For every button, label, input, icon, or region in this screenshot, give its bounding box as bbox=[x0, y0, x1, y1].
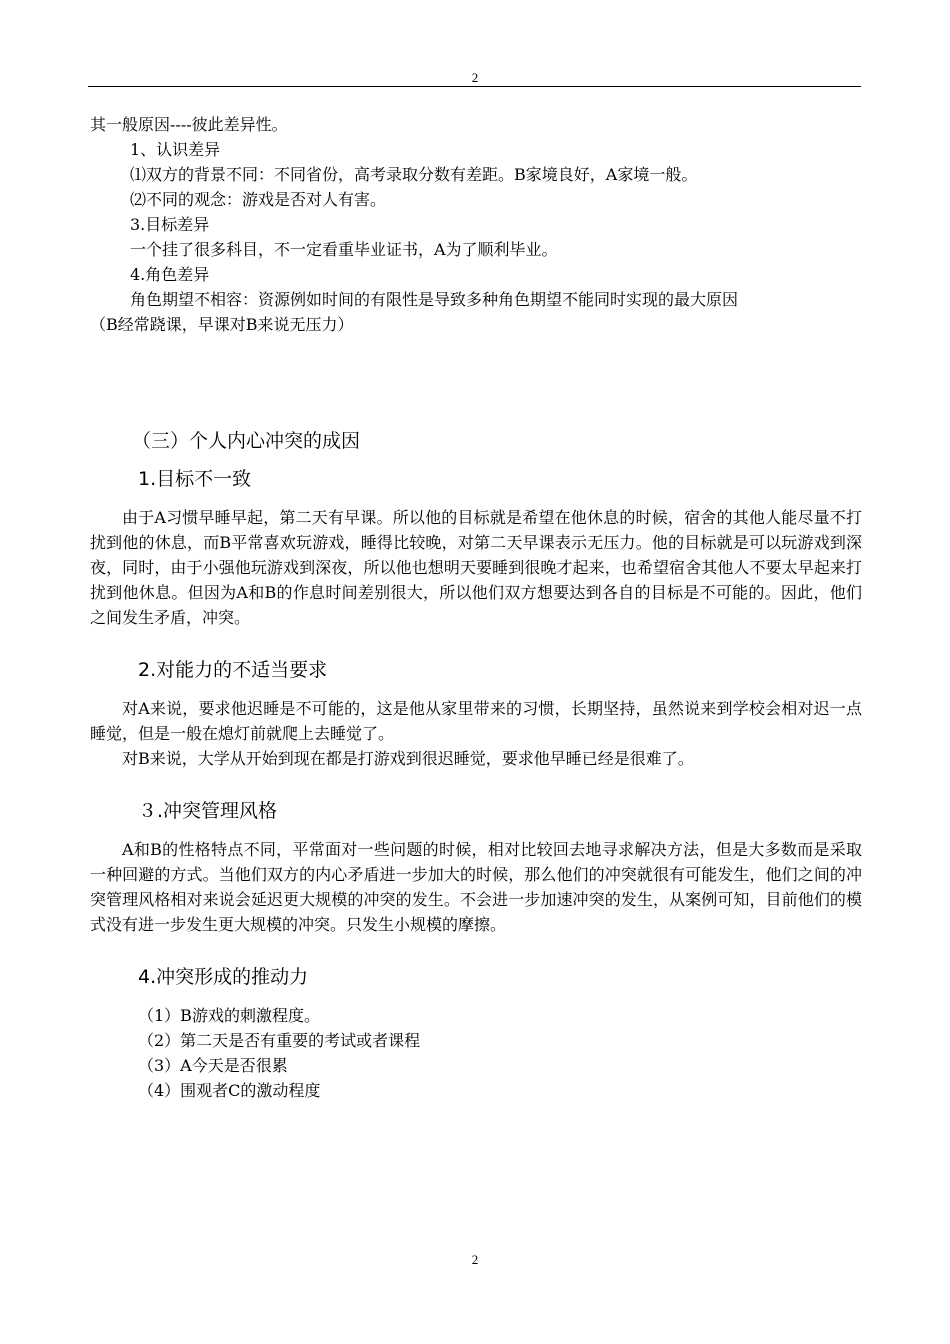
list-item: （4）围观者C的激动程度 bbox=[138, 1081, 321, 1100]
document-body bbox=[90, 112, 862, 1103]
list-item: （1）B游戏的刺激程度。 bbox=[138, 1006, 320, 1025]
header-page-number: 2 bbox=[471, 70, 479, 85]
list-item: （2）第二天是否有重要的考试或者课程 bbox=[138, 1031, 421, 1050]
footer-page-number: 2 bbox=[471, 1252, 479, 1267]
section3-sub3-title: ３.冲突管理风格 bbox=[138, 800, 278, 822]
section3-sub1-title: 1.目标不一致 bbox=[138, 468, 252, 490]
intro-item4-title: 4.角色差异 bbox=[130, 265, 210, 284]
section3-sub2-text-2: 对B来说，大学从开始到现在都是打游戏到很迟睡觉，要求他早睡已经是很难了。 bbox=[122, 749, 694, 768]
intro-item1-b: ⑵不同的观念：游戏是否对人有害。 bbox=[130, 190, 387, 209]
intro-lead: 其一般原因----彼此差异性。 bbox=[90, 115, 288, 134]
intro-item4-text-2: （B经常跷课，早课对B来说无压力） bbox=[90, 315, 354, 334]
intro-item3-text: 一个挂了很多科目，不一定看重毕业证书，A为了顺利毕业。 bbox=[130, 240, 558, 259]
intro-item4-text-1: 角色期望不相容：资源例如时间的有限性是导致多种角色期望不能同时实现的最大原因 bbox=[130, 290, 739, 309]
section3-title: （三）个人内心冲突的成因 bbox=[132, 430, 361, 452]
intro-item1-a: ⑴双方的背景不同：不同省份，高考录取分数有差距。B家境良好，A家境一般。 bbox=[130, 165, 698, 184]
section3-sub2-text-1: 对A来说，要求他迟睡是不可能的，这是他从家里带来的习惯，长期坚持，虽然说来到学校会相对迟一点睡觉，但是一般在熄灯前就爬上去睡觉了。 bbox=[90, 699, 862, 743]
header-rule bbox=[88, 86, 861, 87]
intro-item3-title: 3.目标差异 bbox=[130, 215, 210, 234]
section3-sub4-title: 4.冲突形成的推动力 bbox=[138, 966, 309, 988]
intro-item1-title: 1、认识差异 bbox=[130, 140, 221, 159]
section3-sub3-text: A和B的性格特点不同，平常面对一些问题的时候，相对比较回去地寻求解决方法，但是大多数而是采取一种回避的方式。当他们双方的内心矛盾进一步加大的时候，那么他们的冲突就很有可能发生，他们之间的冲突管理风格相对来说会延迟更大规模的冲突的发生。不会进一步加速冲突的发生，从案例可知，目前他们的模式没有进一步发生更大规模的冲突。只发生小规模的摩擦。 bbox=[90, 840, 862, 934]
list-item: （3）A今天是否很累 bbox=[138, 1056, 288, 1075]
section3-sub1-text: 由于A习惯早睡早起，第二天有早课。所以他的目标就是希望在他休息的时候，宿舍的其他人能尽量不打扰到他的休息，而B平常喜欢玩游戏，睡得比较晚，对第二天早课表示无压力。他的目标就是可以玩游戏到深夜，同时，由于小强他玩游戏到深夜，所以他也想明天要睡到很晚才起来，也希望宿舍其他人不要太早起来打扰到他休息。但因为A和B的作息时间差别很大，所以他们双方想要达到各自的目标是不可能的。因此，他们之间发生矛盾，冲突。 bbox=[90, 508, 862, 627]
section3-sub2-title: 2.对能力的不适当要求 bbox=[138, 659, 328, 681]
